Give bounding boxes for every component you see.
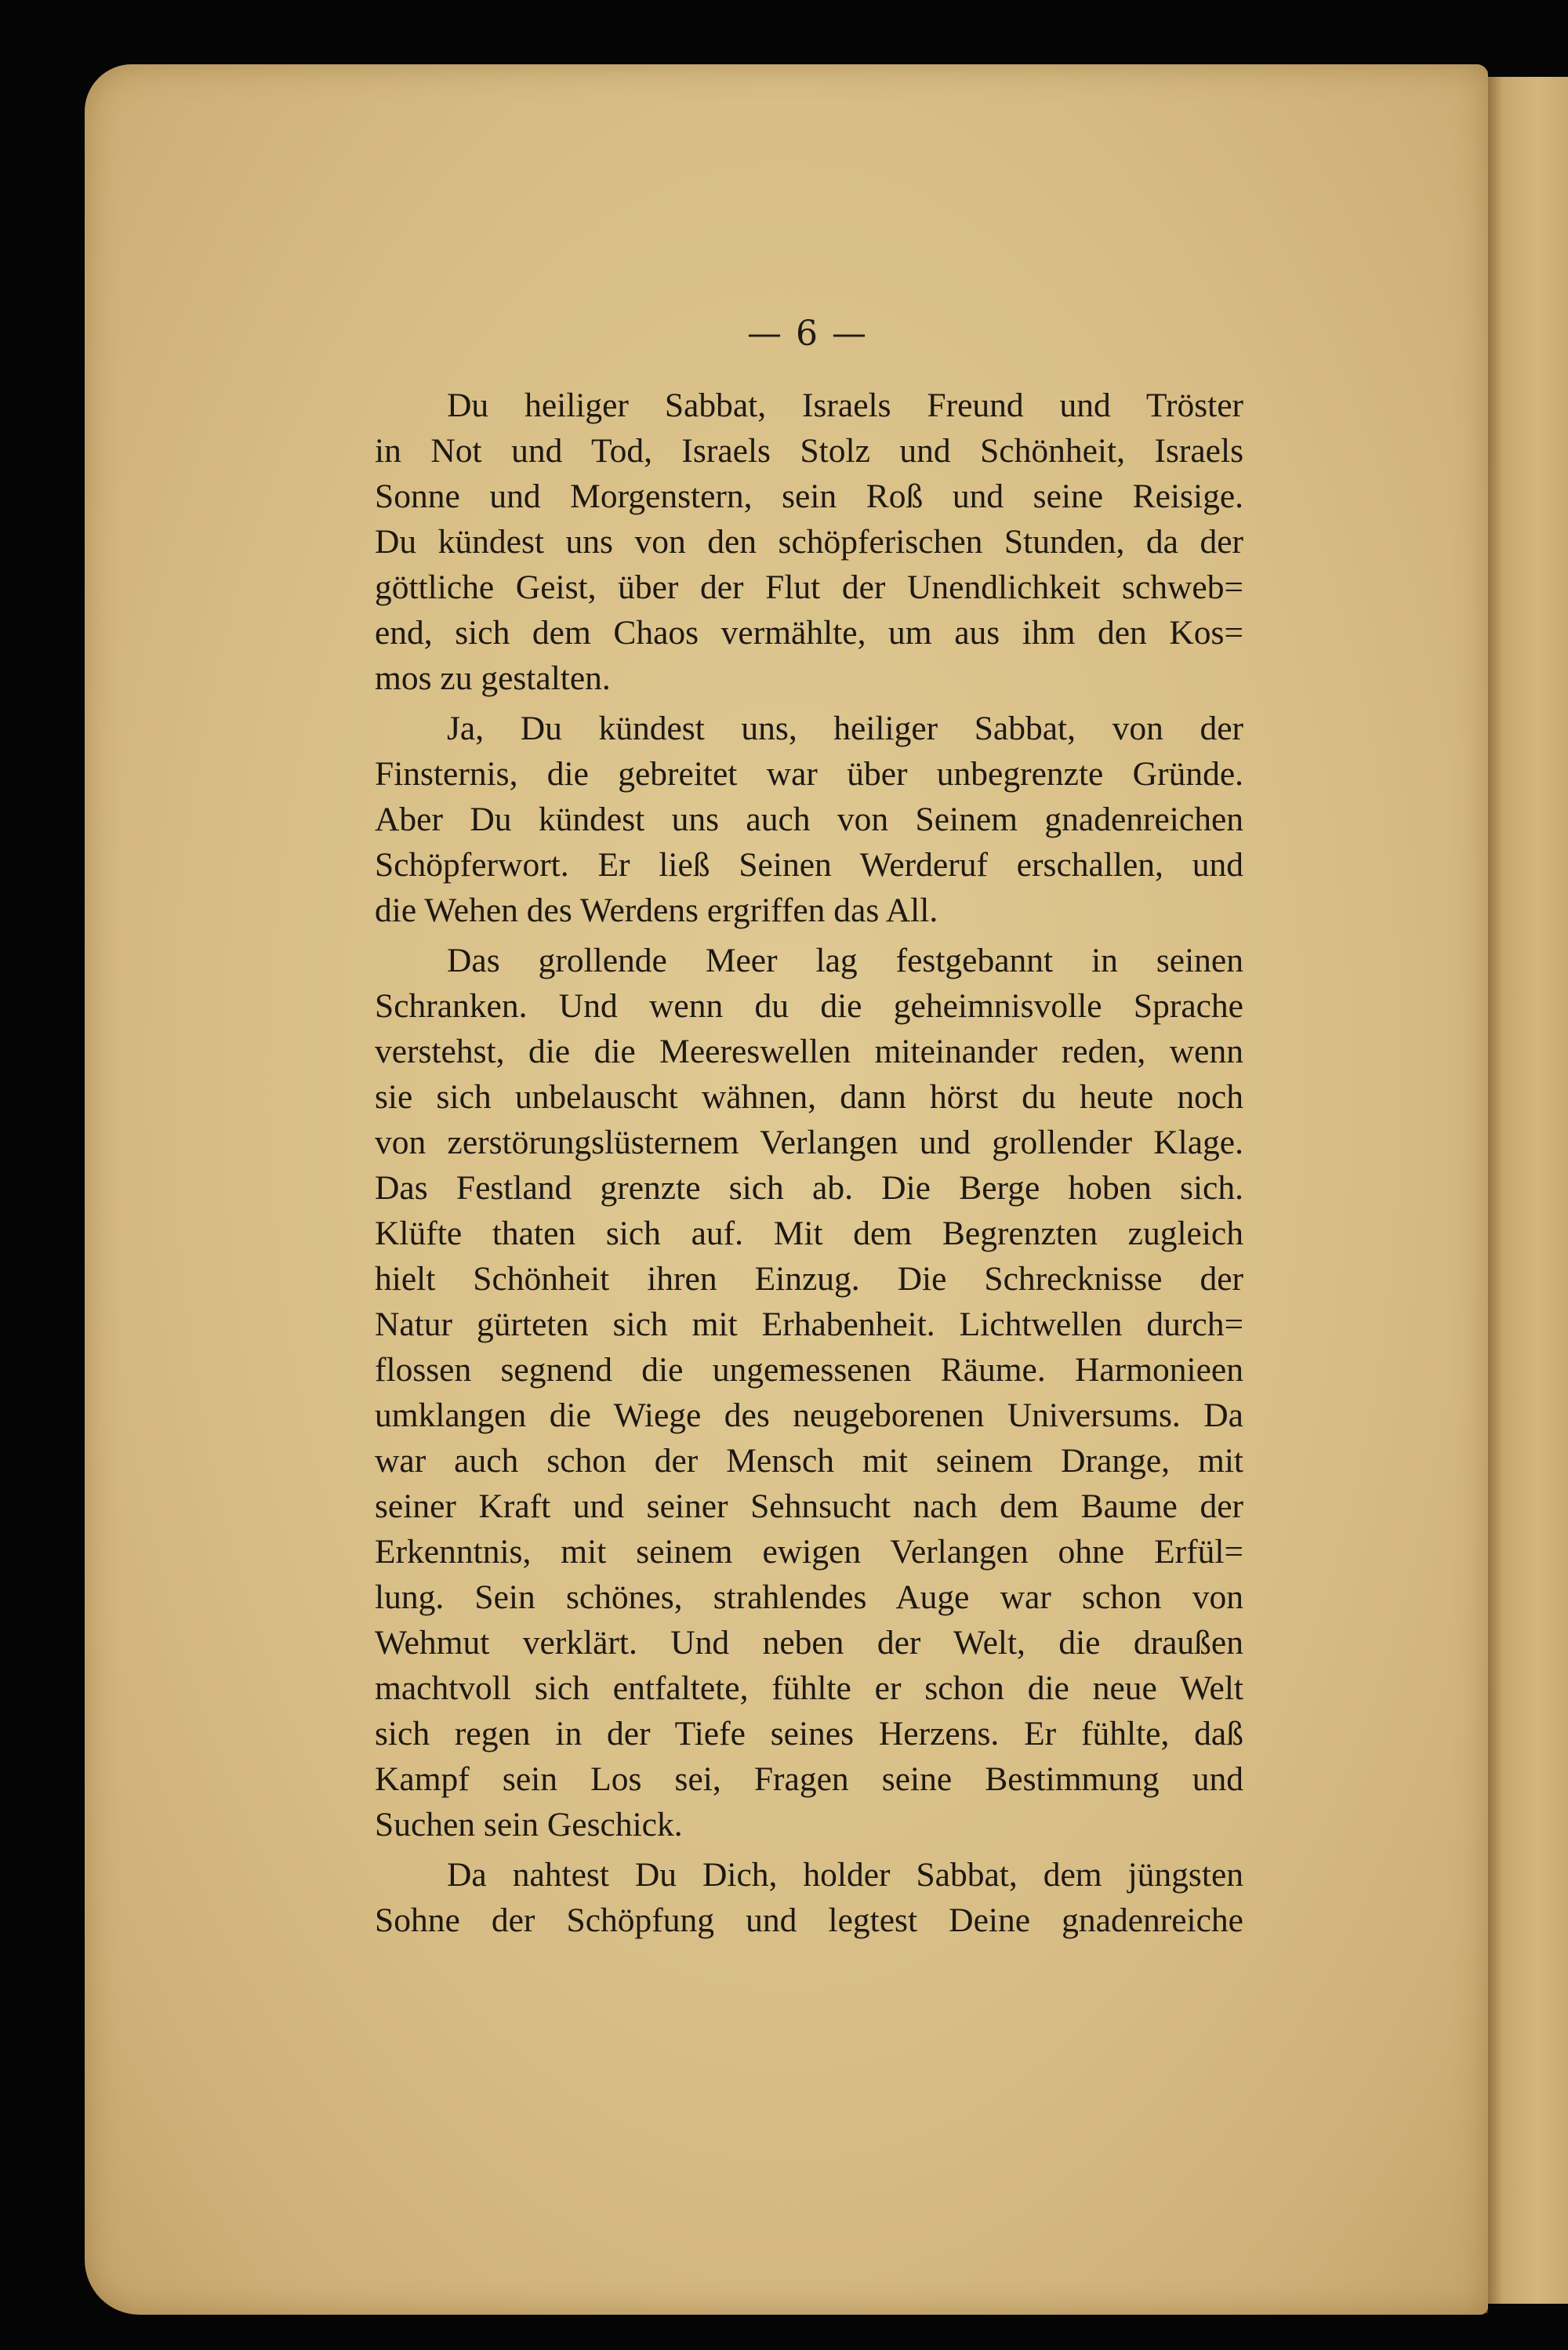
text-line: lung. Sein schönes, strahlendes Auge war schon von: [375, 1578, 1243, 1616]
text-line: sich regen in der Tiefe seines Herzens. Er fühlte, daß: [375, 1715, 1243, 1753]
text-line: Das Festland grenzte sich ab. Die Berge hoben sich.: [375, 1169, 1243, 1207]
paragraph: [375, 1852, 1243, 1943]
text-line: Da nahtest Du Dich, holder Sabbat, dem jüngsten: [447, 1856, 1243, 1894]
text-line: Finsternis, die gebreitet war über unbegrenzte Gründe.: [375, 755, 1243, 793]
text-line: seiner Kraft und seiner Sehnsucht nach dem Baume der: [375, 1487, 1243, 1525]
text-line: in Not und Tod, Israels Stolz und Schönheit, Israels: [375, 432, 1243, 470]
text-line: mos zu gestalten.: [375, 659, 611, 697]
text-line: Klüfte thaten sich auf. Mit dem Begrenzten zugleich: [375, 1215, 1243, 1252]
text-line: göttliche Geist, über der Flut der Unendlichkeit schweb=: [375, 568, 1243, 606]
text-line: sie sich unbelauscht wähnen, dann hörst du heute noch: [375, 1078, 1243, 1116]
page-number: — 6 —: [747, 314, 868, 354]
text-line: von zerstörungslüsternem Verlangen und grollender Klage.: [375, 1124, 1243, 1161]
text-line: verstehst, die die Meereswellen miteinander reden, wenn: [375, 1033, 1243, 1070]
text-line: end, sich dem Chaos vermählte, um aus ihm den Kos=: [375, 614, 1243, 652]
paragraph: [375, 706, 1243, 933]
paragraph: [375, 383, 1243, 701]
text-line: Du heiliger Sabbat, Israels Freund und Tröster: [447, 387, 1243, 424]
text-line: Suchen sein Geschick.: [375, 1806, 683, 1843]
text-line: umklangen die Wiege des neugeborenen Universums. Da: [375, 1397, 1243, 1434]
text-line: Das grollende Meer lag festgebannt in seinen: [447, 942, 1243, 979]
text-line: die Wehen des Werdens ergriffen das All.: [375, 892, 938, 929]
text-line: Sonne und Morgenstern, sein Roß und seine Reisige.: [375, 478, 1243, 515]
text-line: Wehmut verklärt. Und neben der Welt, die draußen: [375, 1624, 1243, 1662]
text-line: Sohne der Schöpfung und legtest Deine gnadenreiche: [375, 1901, 1243, 1939]
text-line: Erkenntnis, mit seinem ewigen Verlangen ohne Erfül=: [375, 1533, 1243, 1571]
facing-page-edge: [1486, 77, 1568, 2304]
text-line: war auch schon der Mensch mit seinem Drange, mit: [375, 1442, 1243, 1480]
paragraph: [375, 938, 1243, 1847]
text-line: Schranken. Und wenn du die geheimnisvolle Sprache: [375, 987, 1243, 1025]
body-text: [375, 383, 1243, 1948]
text-line: Kampf sein Los sei, Fragen seine Bestimmung und: [375, 1760, 1243, 1798]
text-line: flossen segnend die ungemessenen Räume. Harmonieen: [375, 1351, 1243, 1389]
text-line: Schöpferwort. Er ließ Seinen Werderuf erschallen, und: [375, 846, 1243, 884]
text-line: machtvoll sich entfaltete, fühlte er schon die neue Welt: [375, 1669, 1243, 1707]
text-line: Natur gürteten sich mit Erhabenheit. Lichtwellen durch=: [375, 1306, 1243, 1343]
text-line: Aber Du kündest uns auch von Seinem gnadenreichen: [375, 801, 1243, 838]
text-line: Du kündest uns von den schöpferischen Stunden, da der: [375, 523, 1243, 561]
text-line: hielt Schönheit ihren Einzug. Die Schrecknisse der: [375, 1260, 1243, 1298]
text-line: Ja, Du kündest uns, heiliger Sabbat, von der: [447, 710, 1243, 747]
